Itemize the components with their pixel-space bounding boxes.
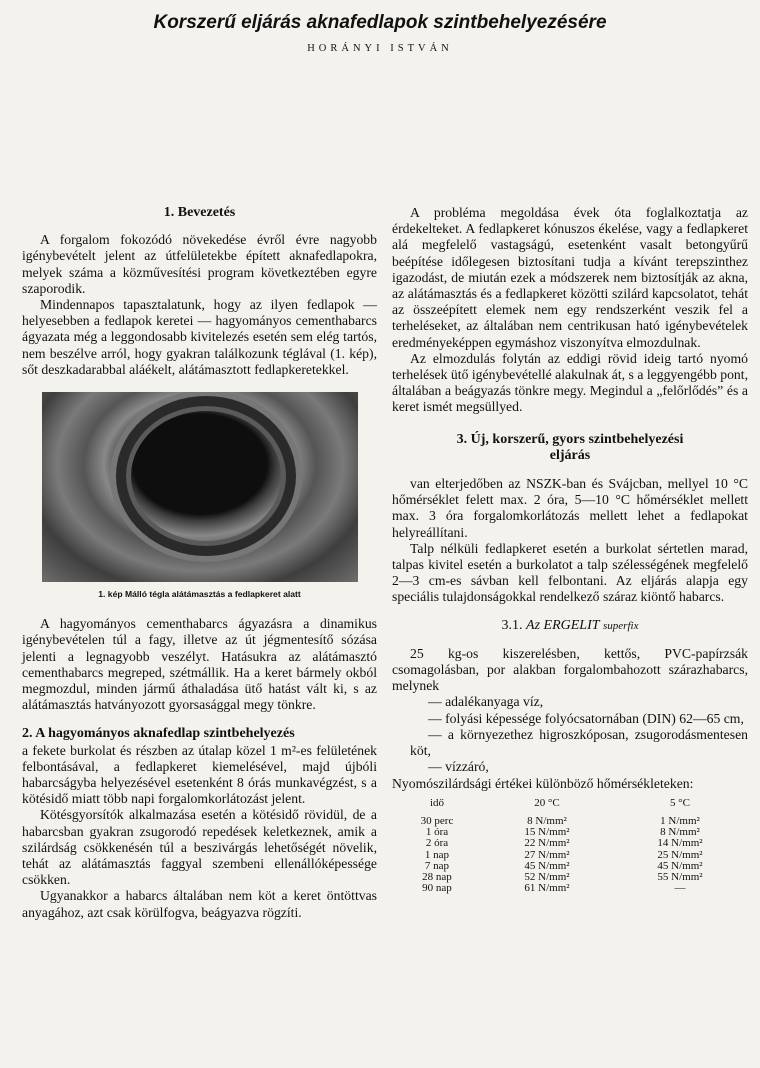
table-cell: 1 N/mm²: [660, 814, 700, 827]
list-item: — a környezethez higroszkóposan, zsugorodásmentesen köt,: [410, 726, 748, 759]
paragraph: A hagyományos cementhabarcs ágyazásra a dinamikus igénybevételen túl a fagy, illetve az út jégmentesítő sózása jelenti a legnagyobb veszélyt. Hatásukra az alátámasztó cementhabarcs megreped, szétmállik. Ha a keret bármely okból megmozdul, minden jármű áthaladása ütő hatást vált ki, s az alátámasztás hatványozott gyorsasággal megy tönkre.: [22, 616, 377, 713]
paragraph: Kötésgyorsítók alkalmazása esetén a kötésidő rövidül, de a habarcsban gyakran zsugorodó repedések keletkeznek, amik a szilárdság csökkenésén túl a beszivárgás lehetőségét növelik, tehát az alátámasztás faggyal szembeni ellenállóképessége csökken.: [22, 807, 377, 888]
table-cell: 28 nap: [422, 870, 452, 883]
figure-1-photo: [42, 392, 358, 582]
table-cell: 15 N/mm²: [524, 826, 570, 839]
section-2-heading: 2. A hagyományos aknafedlap szintbehelyezés: [22, 726, 295, 742]
figure-1-caption: 1. kép Málló tégla alátámasztás a fedlapkeret alatt: [98, 589, 301, 600]
table-cell: 1 nap: [424, 848, 450, 861]
product-suffix: superfix: [603, 619, 639, 632]
paragraph: a fekete burkolat és részben az útalap közel 1 m²-es felületének felbontásával, a fedlapkeret kiemelésével, majd újbóli habarcságyba helyezésével esetenként 8 órás munkavégzést, s a kötésidő miatt több napi forgalomkorlátozást jelent.: [22, 742, 377, 807]
paragraph: Nyomószilárdsági értékei különböző hőmérsékleteken:: [392, 775, 694, 791]
list-item: — folyási képessége folyócsatornában (DIN) 62—65 cm,: [428, 710, 744, 726]
table-header: 5 °C: [670, 796, 690, 809]
table-cell: 45 N/mm²: [524, 859, 570, 872]
table-cell: 30 perc: [420, 814, 454, 827]
table-cell: 45 N/mm²: [657, 859, 703, 872]
paragraph: A forgalom fokozódó növekedése évről évre nagyobb igénybevételt jelent az útfelületekbe épített aknafedlapokra, melyek száma a közművesítési program következtében egyre szaporodik.: [22, 232, 377, 296]
table-cell: 8 N/mm²: [527, 814, 567, 827]
table-cell: 14 N/mm²: [657, 837, 703, 850]
table-cell: 52 N/mm²: [524, 870, 570, 883]
section-3-heading-line2: eljárás: [549, 447, 591, 463]
left-column: [22, 205, 377, 921]
right-column: [392, 205, 748, 894]
author: HORÁNYI ISTVÁN: [307, 43, 453, 54]
article-title: Korszerű eljárás aknafedlapok szintbehelyezésére: [153, 12, 607, 33]
product-name: Az ERGELIT: [526, 617, 600, 633]
table-cell: 27 N/mm²: [524, 848, 570, 861]
table-cell: —: [674, 882, 686, 895]
paragraph: van elterjedőben az NSZK-ban és Svájcban, mellyel 10 °C hőmérséklet felett max. 2 óra, 5—10 °C hőmérséklet mellett max. 3 óra forgalomkorlátozás mellett lehet a fedlapokat helyreállítani.: [392, 476, 748, 540]
table-cell: 61 N/mm²: [524, 882, 570, 895]
section-1-heading: 1. Bevezetés: [163, 205, 236, 220]
paragraph: 25 kg-os kiszerelésben, kettős, PVC-papírzsák csomagolásban, por alakban forgalombahozott szárazhabarcs, melynek: [392, 645, 748, 694]
paragraph: A probléma megoldása évek óta foglalkoztatja az érdekelteket. A fedlapkeret kónuszos ékelése, vagy a fedlapkeret alá megfelelő vastagságú, esetenként vasalt betongyűrű beépítése időlegesen biztosítani tudja a kívánt terepszinthez igazodást, de miután ezek a módszerek nem biztosítják az akna, az alátámasztás és a fedlapkeret közötti szilárd kapcsolatot, tehát az összeépített elemek nem egy rendszerként veszik fel a terheléseket, az általában nem centrikusan ható igénybevételek eredményeképpen egymáshoz viszonyítva elmozdulnak.: [392, 205, 748, 350]
section-3-heading: [392, 432, 748, 464]
table-cell: 8 N/mm²: [660, 826, 700, 839]
table-cell: 7 nap: [424, 859, 450, 872]
section-3-heading-line1: 3. Új, korszerű, gyors szintbehelyezési: [456, 431, 684, 447]
table-row: [392, 883, 748, 894]
table-cell: 1 óra: [425, 826, 449, 839]
table-cell: 55 N/mm²: [657, 870, 703, 883]
table-cell: 25 N/mm²: [657, 848, 703, 861]
table-row: [392, 838, 748, 849]
paragraph: Az elmozdulás folytán az eddigi rövid ideig tartó nyomó terhelések ütő igénybevétellé alakulnak át, s a leggyengébb pont, általában a beágyazás tönkre megy. Megindul a „felőrlődés” és a keret ismét megsüllyed.: [392, 350, 748, 415]
table-header-row: [392, 798, 748, 816]
strength-table: [392, 798, 748, 895]
section-3-1-heading: [392, 618, 748, 634]
table-cell: 2 óra: [425, 837, 449, 850]
paragraph: Ugyanakkor a habarcs általában nem köt a keret öntöttvas anyagához, azt csak körülfogva, beágyazva rögzíti.: [22, 888, 377, 920]
manhole-ring: [116, 396, 296, 556]
table-header: 20 °C: [534, 796, 560, 809]
paragraph: Mindennapos tapasztalatunk, hogy az ilyen fedlapok — helyesebben a fedlapok keretei — hagyományos cementhabarcs ágyazata még a leggondosabb kivitelezés esetén sem elég tartós, nem beszélve arról, hogy gyakran találkozunk téglával (1. kép), sőt deszkadarabbal aláékelt, alátámasztott fedlapkeretekkel.: [22, 297, 377, 377]
paragraph: Talp nélküli fedlapkeret esetén a burkolat sértetlen marad, talpas kivitel esetén a burkolatot a talp szélességének megfelelő 2—3 cm-es sávban kell felbontani. Az eljárás alapja egy speciális tulajdonságokkal rendelkező száraz kiöntő habarcs.: [392, 540, 748, 605]
section-number: 3.1.: [501, 617, 523, 633]
table-cell: 90 nap: [422, 882, 452, 895]
list-item: — vízzáró,: [428, 759, 489, 775]
list-item: — adalékanyaga víz,: [428, 694, 544, 710]
table-header: idő: [429, 796, 445, 809]
table-cell: 22 N/mm²: [524, 837, 570, 850]
